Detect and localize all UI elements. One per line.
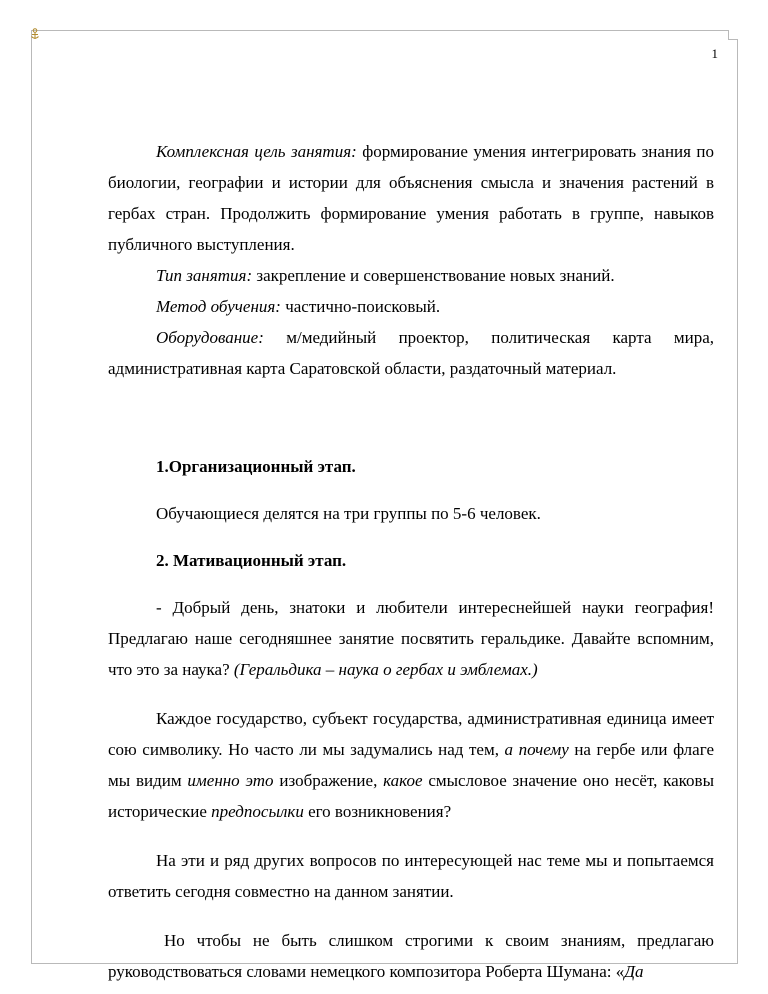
symbolism-italic-3: какое <box>383 771 423 790</box>
symbolism-italic-1: а почему <box>504 740 569 759</box>
lesson-type-label: Тип занятия: <box>156 266 253 285</box>
goal-paragraph <box>108 136 714 260</box>
lesson-type-paragraph <box>108 260 714 291</box>
equipment-text: м/медийный проектор, политическая карта мира, административная карта Саратовской области, раздаточный материал. <box>108 328 714 378</box>
page-number: 1 <box>711 46 718 61</box>
greeting-text: - Добрый день, знатоки и любители интереснейшей науки география! Предлагаю наше сегодняшнее занятие посвятить геральдике. Давайте вспомним, что это за наука? <box>108 598 714 679</box>
document-body <box>108 136 714 987</box>
section2-heading: 2. Мативационный этап. <box>156 551 347 570</box>
symbolism-italic-2: именно это <box>187 771 274 790</box>
quote-intro-paragraph <box>108 925 714 987</box>
method-paragraph <box>108 291 714 322</box>
symbolism-text-b: на гербе или флаге мы видим <box>108 740 714 790</box>
equipment-label: Оборудование: <box>156 328 264 347</box>
goal-label: Комплексная цель занятия: <box>156 142 357 161</box>
method-label: Метод обучения: <box>156 297 281 316</box>
section1-heading: 1.Организационный этап. <box>156 457 356 476</box>
symbolism-paragraph <box>108 703 714 827</box>
greeting-italic: (Геральдика – наука о гербах и эмблемах.) <box>233 660 538 679</box>
quote-intro-italic: Да <box>624 962 644 981</box>
page-corner-fold <box>728 30 738 40</box>
method-text: частично-поисковый. <box>280 297 441 316</box>
symbolism-text-a: Каждое государство, субъект государства, административная единица имеет сою символику. Но часто ли мы задумались над тем, <box>108 709 714 759</box>
quote-intro-text: Но чтобы не быть слишком строгими к своим знаниям, предлагаю руководствоваться словами немецкого композитора Роберта Шумана: « <box>108 931 714 981</box>
symbolism-italic-4: предпосылки <box>211 802 304 821</box>
anchor-icon[interactable] <box>30 28 40 40</box>
greeting-paragraph <box>108 592 714 685</box>
equipment-paragraph <box>108 322 714 384</box>
questions-paragraph: На эти и ряд других вопросов по интересующей нас теме мы и попытаемся ответить сегодня совместно на данном занятии. <box>108 851 714 901</box>
symbolism-text-d: смысловое значение оно несёт, каковы исторические <box>108 771 715 821</box>
lesson-type-text: закрепление и совершенствование новых знаний. <box>252 266 615 285</box>
symbolism-text-e: его возникновения? <box>303 802 452 821</box>
goal-text: формирование умения интегрировать знания по биологии, географии и истории для объяснения смысла и значения растений в гербах стран. Продолжить формирование умения работать в группе, навыков публичного выступления. <box>108 142 714 254</box>
section1-text: Обучающиеся делятся на три группы по 5-6 человек. <box>156 504 541 523</box>
symbolism-text-c: изображение, <box>273 771 384 790</box>
